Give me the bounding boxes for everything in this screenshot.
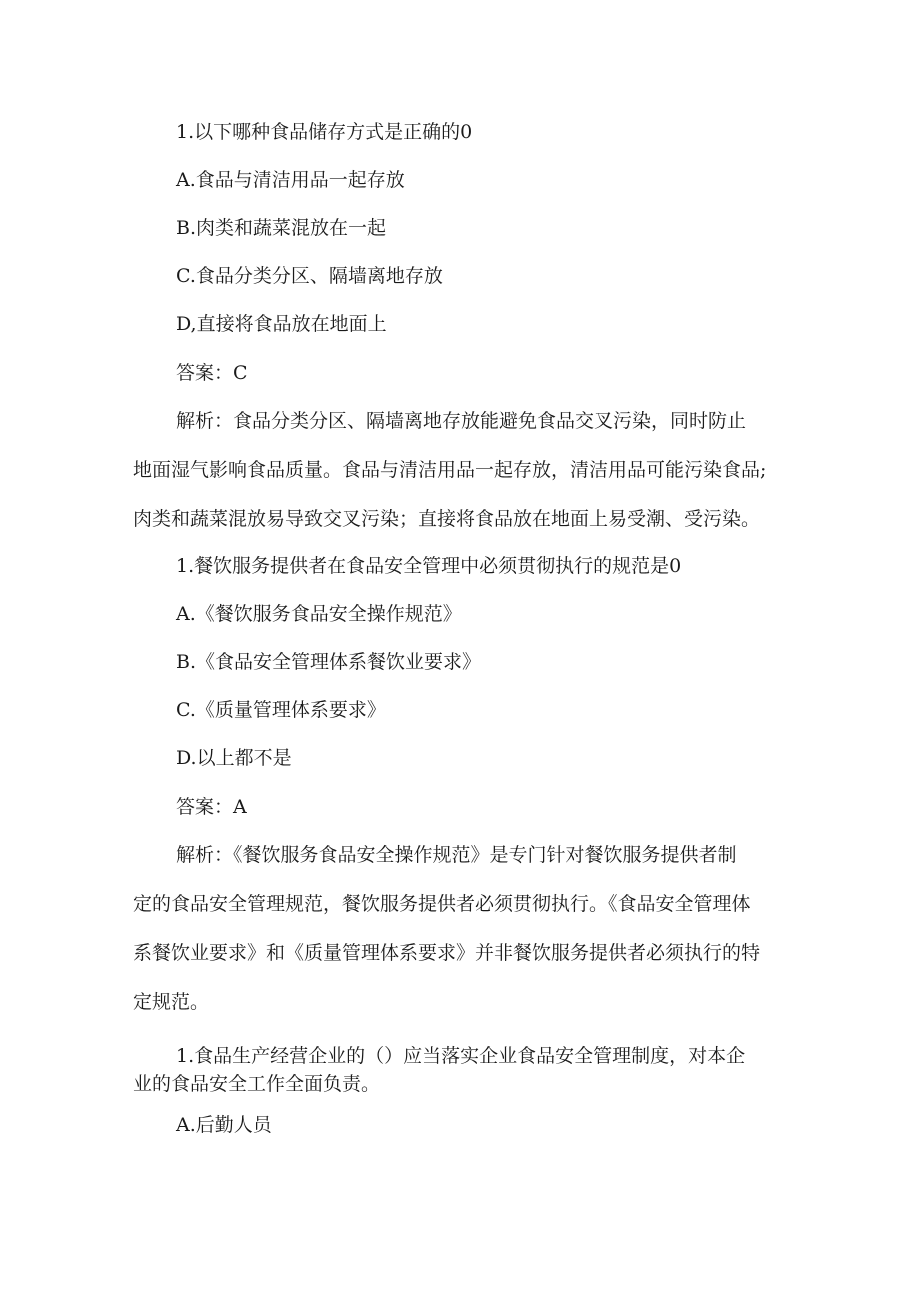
question-2-explanation-line-1: 解析：《餐饮服务食品安全操作规范》是专门针对餐饮服务提供者制 bbox=[176, 844, 737, 866]
question-1-stem: 1.以下哪种食品储存方式是正确的0 bbox=[176, 121, 473, 143]
question-2-option-d: D.以上都不是 bbox=[176, 747, 292, 769]
question-2-explanation-line-2: 定的食品安全管理规范，餐饮服务提供者必须贯彻执行。《食品安全管理体 bbox=[133, 893, 751, 915]
question-1-explanation-line-2: 地面湿气影响食品质量。食品与清洁用品一起存放，清洁用品可能污染食品; bbox=[133, 459, 767, 481]
question-2-option-c: C.《质量管理体系要求》 bbox=[176, 699, 386, 721]
question-2-answer: 答案：A bbox=[176, 796, 247, 818]
question-1-answer: 答案：C bbox=[176, 362, 248, 384]
question-2-stem: 1.餐饮服务提供者在食品安全管理中必须贯彻执行的规范是0 bbox=[176, 555, 682, 577]
question-1-option-b: B.肉类和蔬菜混放在一起 bbox=[176, 217, 387, 239]
question-2-option-b: B.《食品安全管理体系餐饮业要求》 bbox=[176, 651, 482, 673]
question-2-option-a: A.《餐饮服务食品安全操作规范》 bbox=[176, 603, 462, 625]
question-1-option-a: A.食品与清洁用品一起存放 bbox=[176, 169, 405, 191]
question-1-explanation-line-1: 解析：食品分类分区、隔墙离地存放能避免食品交叉污染，同时防止 bbox=[176, 410, 747, 432]
question-2-explanation-line-3: 系餐饮业要求》和《质量管理体系要求》并非餐饮服务提供者必须执行的特 bbox=[133, 942, 761, 964]
question-1-option-c: C.食品分类分区、隔墙离地存放 bbox=[176, 265, 443, 287]
question-3-option-a: A.后勤人员 bbox=[176, 1114, 272, 1136]
question-1-explanation-line-3: 肉类和蔬菜混放易导致交叉污染；直接将食品放在地面上易受潮、受污染。 bbox=[133, 508, 761, 530]
question-3-stem-line-2: 业的食品安全工作全面负责。 bbox=[133, 1073, 381, 1095]
question-1-option-d: D,直接将食品放在地面上 bbox=[176, 313, 387, 335]
question-3-stem-line-1: 1.食品生产经营企业的（）应当落实企业食品安全管理制度，对本企 bbox=[176, 1045, 746, 1067]
question-2-explanation-line-4: 定规范。 bbox=[133, 991, 210, 1013]
